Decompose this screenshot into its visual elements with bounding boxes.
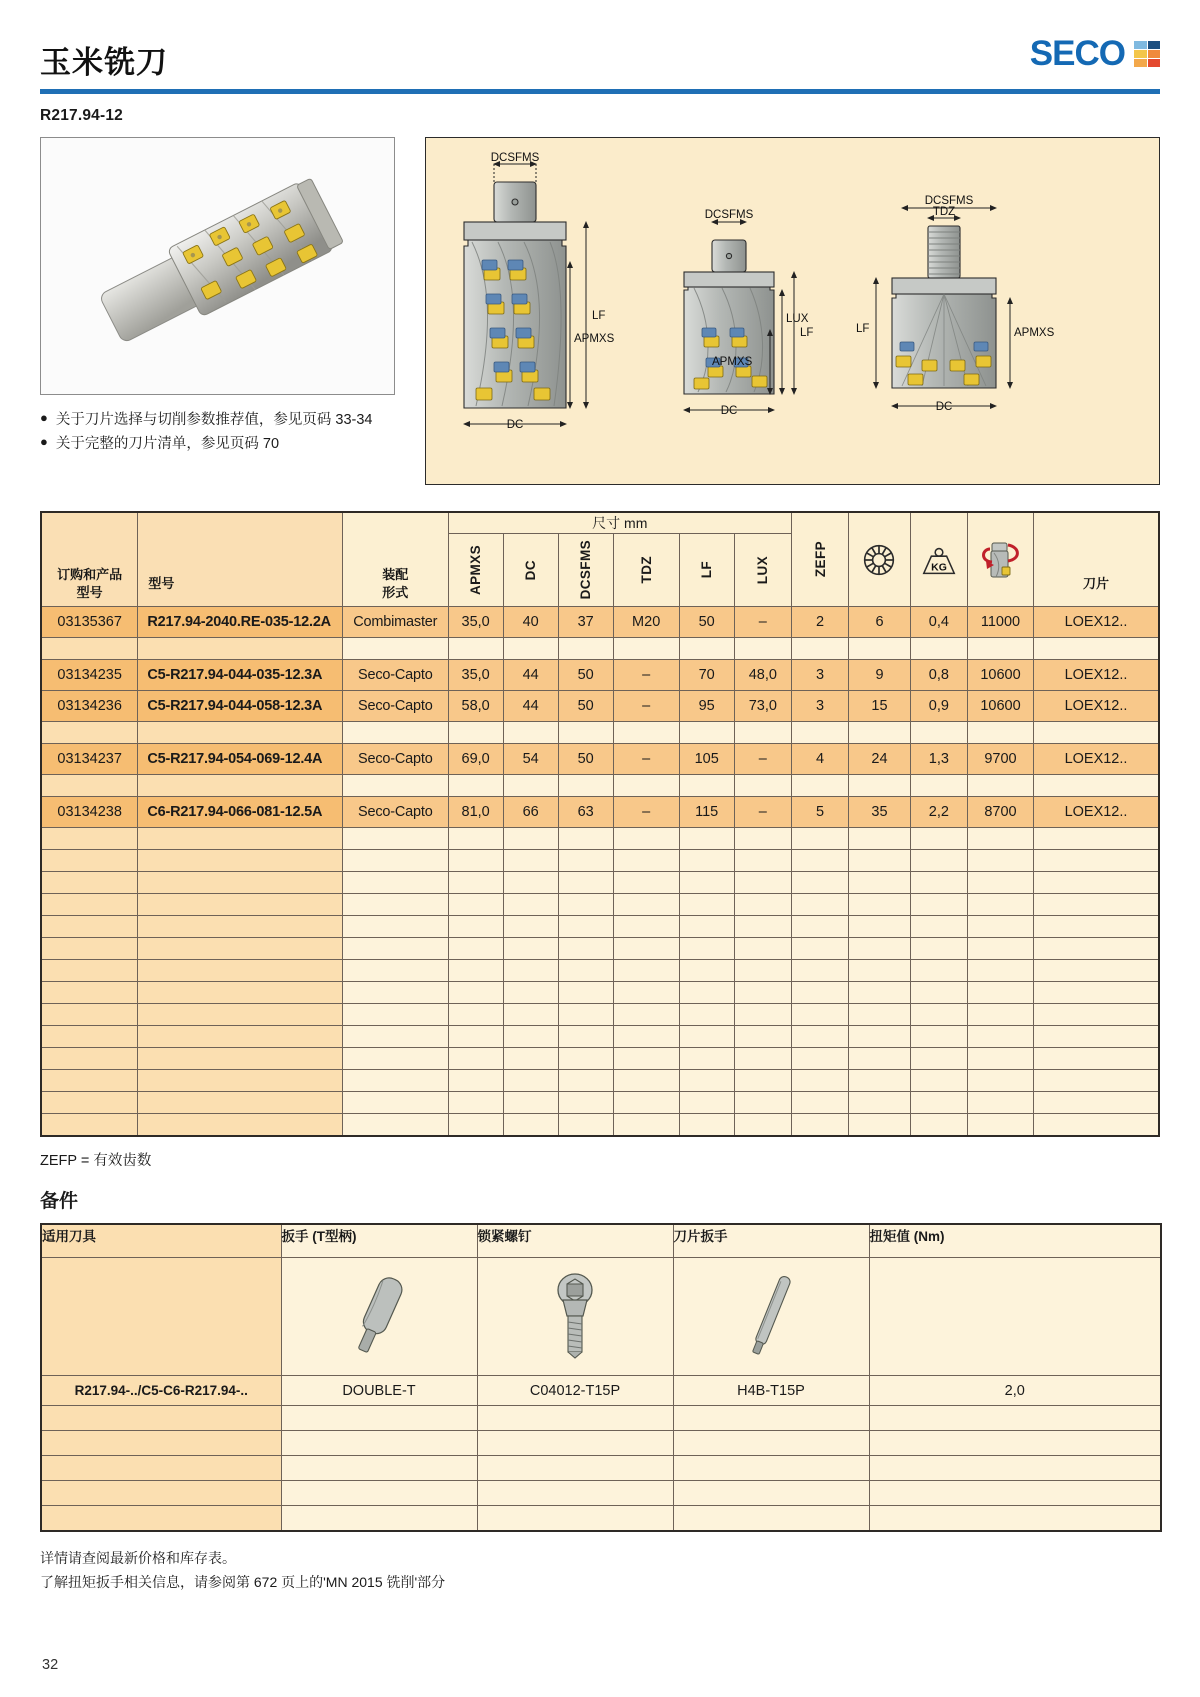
cell-inserts: 6 (849, 607, 911, 638)
cell-inserts: 9 (849, 660, 911, 691)
cell-rpm: 10600 (967, 660, 1033, 691)
cell-model: R217.94-2040.RE-035-12.2A (138, 607, 343, 638)
cell-insert-type: LOEX12.. (1034, 607, 1160, 638)
header-insert-count (849, 512, 911, 607)
spare-image-1 (281, 1258, 477, 1376)
header-rule (40, 89, 1160, 94)
svg-text:APMXS: APMXS (574, 333, 615, 345)
cell-rpm: 9700 (967, 744, 1033, 775)
cell-lf: 105 (679, 744, 734, 775)
spare-header-3: 刀片扳手 (673, 1224, 869, 1258)
cell-dcsfms: 50 (558, 691, 613, 722)
cell-coupling: Seco-Capto (342, 744, 448, 775)
header-max-rpm (967, 512, 1033, 607)
header-tdz: TDZ (613, 534, 679, 607)
header-lf: LF (679, 534, 734, 607)
cell-lf: 115 (679, 797, 734, 828)
cell-zefp: 3 (791, 660, 848, 691)
cell-coupling: Seco-Capto (342, 797, 448, 828)
table-row[interactable] (41, 797, 1159, 828)
header-weight (910, 512, 967, 607)
cell-dcsfms: 37 (558, 607, 613, 638)
cell-kg: 1,3 (910, 744, 967, 775)
page-number: 32 (42, 1657, 59, 1673)
spare-header-row (41, 1224, 1161, 1258)
cell-lux: – (734, 744, 791, 775)
cell-lux: 73,0 (734, 691, 791, 722)
svg-text:APMXS: APMXS (712, 356, 753, 368)
spare-blank-row (41, 1506, 1161, 1531)
cell-inserts: 35 (849, 797, 911, 828)
table-blank-row (41, 1092, 1159, 1114)
header-apmxs: APMXS (448, 534, 503, 607)
reference-bullets (40, 409, 395, 457)
page-header (40, 0, 1160, 78)
spare-image-0 (41, 1258, 281, 1376)
cell-zefp: 5 (791, 797, 848, 828)
t-handle-wrench-icon (335, 1266, 423, 1362)
spare-image-2 (477, 1258, 673, 1376)
table-blank-row (41, 1048, 1159, 1070)
page-title: 玉米铣刀 (40, 45, 168, 80)
cell-lf: 70 (679, 660, 734, 691)
table-blank-row (41, 1070, 1159, 1092)
table-blank-row (41, 894, 1159, 916)
cell-dc: 40 (503, 607, 558, 638)
footnote-line: 详情请查阅最新价格和库存表。 (40, 1549, 236, 1566)
cell-dc: 44 (503, 660, 558, 691)
svg-text:DCSFMS: DCSFMS (490, 152, 540, 164)
cell-apmxs: 69,0 (448, 744, 503, 775)
spare-cell-3: H4B-T15P (673, 1376, 869, 1406)
cell-insert-type: LOEX12.. (1034, 797, 1160, 828)
svg-text:DCSFMS: DCSFMS (924, 195, 974, 207)
cell-coupling: Seco-Capto (342, 660, 448, 691)
table-blank-row (41, 1004, 1159, 1026)
cell-insert-type: LOEX12.. (1034, 660, 1160, 691)
header-dcsfms: DCSFMS (558, 534, 613, 607)
table-blank-row (41, 1114, 1159, 1136)
cell-insert-type: LOEX12.. (1034, 691, 1160, 722)
cell-zefp: 2 (791, 607, 848, 638)
cell-apmxs: 35,0 (448, 660, 503, 691)
spare-table-row[interactable] (41, 1376, 1161, 1406)
spare-blank-row (41, 1431, 1161, 1456)
bullet-text: 关于完整的刀片清单，参见页码 70 (55, 435, 280, 452)
table-blank-row (41, 982, 1159, 1004)
cell-dcsfms: 50 (558, 744, 613, 775)
cell-inserts: 24 (849, 744, 911, 775)
cell-lf: 95 (679, 691, 734, 722)
cell-lux: – (734, 607, 791, 638)
cell-tdz: – (613, 660, 679, 691)
spare-cell-0: R217.94-../C5-C6-R217.94-.. (41, 1376, 281, 1406)
cell-tdz: – (613, 797, 679, 828)
spare-image-3 (673, 1258, 869, 1376)
svg-text:KG: KG (931, 561, 947, 573)
spare-header-0: 适用刀具 (41, 1224, 281, 1258)
page-footnotes (40, 1546, 1160, 1595)
dimension-diagrams (426, 138, 1116, 485)
table-spacer-row (41, 638, 1159, 660)
top-panels (40, 137, 1160, 485)
cell-tdz: M20 (613, 607, 679, 638)
cell-apmxs: 81,0 (448, 797, 503, 828)
cell-dc: 44 (503, 691, 558, 722)
bullet-dot: ● (40, 433, 48, 449)
milling-cutter-photo-icon (41, 138, 395, 395)
bullet-item (40, 433, 395, 457)
cell-model: C6-R217.94-066-081-12.5A (138, 797, 343, 828)
cell-model: C5-R217.94-044-035-12.3A (138, 660, 343, 691)
table-row[interactable] (41, 660, 1159, 691)
spare-image-4 (869, 1258, 1161, 1376)
cell-zefp: 3 (791, 691, 848, 722)
bullet-dot: ● (40, 410, 48, 425)
insert-count-icon (862, 543, 896, 577)
cell-rpm: 11000 (967, 607, 1033, 638)
spare-blank-row (41, 1481, 1161, 1506)
insert-wrench-icon (731, 1266, 811, 1362)
product-photo (40, 137, 395, 395)
svg-text:LF: LF (800, 327, 814, 339)
table-spacer-row (41, 722, 1159, 744)
cell-coupling: Seco-Capto (342, 691, 448, 722)
cell-rpm: 10600 (967, 691, 1033, 722)
cell-order-code: 03135367 (41, 607, 138, 638)
spare-header-4: 扭矩值 (Nm) (869, 1224, 1161, 1258)
svg-text:APMXS: APMXS (1014, 327, 1055, 339)
table-blank-row (41, 872, 1159, 894)
seco-logo (1030, 34, 1160, 78)
cell-lf: 50 (679, 607, 734, 638)
spare-cell-1: DOUBLE-T (281, 1376, 477, 1406)
cell-tdz: – (613, 691, 679, 722)
brand-color-blocks (1134, 41, 1160, 67)
max-rpm-tool-icon (978, 539, 1022, 581)
header-dimensions-group: 尺寸 mm (448, 512, 791, 534)
cell-dcsfms: 63 (558, 797, 613, 828)
cell-lux: 48,0 (734, 660, 791, 691)
cell-rpm: 8700 (967, 797, 1033, 828)
spare-image-row (41, 1258, 1161, 1376)
spare-parts-table (40, 1223, 1162, 1532)
brand-wordmark: SECO (1029, 34, 1125, 73)
svg-text:LF: LF (856, 323, 870, 335)
header-model: 型号 (138, 512, 343, 607)
cell-order-code: 03134238 (41, 797, 138, 828)
spare-blank-row (41, 1456, 1161, 1481)
table-row[interactable] (41, 744, 1159, 775)
spare-blank-row (41, 1406, 1161, 1431)
table-blank-row (41, 916, 1159, 938)
spare-body (41, 1224, 1161, 1531)
svg-text:DC: DC (720, 405, 738, 417)
product-specification-table (40, 511, 1160, 1137)
table-spacer-row (41, 775, 1159, 797)
header-order-code: 订购和产品 型号 (41, 512, 138, 607)
cell-dc: 66 (503, 797, 558, 828)
cell-kg: 0,9 (910, 691, 967, 722)
header-dc: DC (503, 534, 558, 607)
cell-model: C5-R217.94-044-058-12.3A (138, 691, 343, 722)
header-zefp: ZEFP (791, 512, 848, 607)
table-blank-row (41, 850, 1159, 872)
table-row[interactable] (41, 607, 1159, 638)
zefp-footnote: ZEFP = 有效齿数 (40, 1152, 152, 1169)
clamp-screw-icon (545, 1266, 605, 1362)
header-insert-type: 刀片 (1034, 512, 1160, 607)
table-blank-row (41, 938, 1159, 960)
cell-order-code: 03134236 (41, 691, 138, 722)
cell-apmxs: 58,0 (448, 691, 503, 722)
spare-cell-2: C04012-T15P (477, 1376, 673, 1406)
spare-header-1: 扳手 (T型柄) (281, 1224, 477, 1258)
technical-drawing-panel (425, 137, 1160, 485)
header-lux: LUX (734, 534, 791, 607)
spare-cell-4: 2,0 (869, 1376, 1161, 1406)
header-coupling: 装配 形式 (342, 512, 448, 607)
spare-header-2: 锁紧螺钉 (477, 1224, 673, 1258)
cell-insert-type: LOEX12.. (1034, 744, 1160, 775)
spare-parts-title: 备件 (40, 1190, 79, 1212)
cell-tdz: – (613, 744, 679, 775)
svg-text:LF: LF (592, 310, 606, 322)
cell-zefp: 4 (791, 744, 848, 775)
cell-apmxs: 35,0 (448, 607, 503, 638)
table-blank-row (41, 960, 1159, 982)
cell-order-code: 03134237 (41, 744, 138, 775)
cell-inserts: 15 (849, 691, 911, 722)
table-header-row-top (41, 512, 1159, 534)
footnote-line: 了解扭矩扳手相关信息，请参阅第 672 页上的'MN 2015 铣削'部分 (40, 1574, 446, 1590)
cell-kg: 0,8 (910, 660, 967, 691)
svg-text:DC: DC (506, 419, 524, 431)
table-blank-row (41, 828, 1159, 850)
cell-dcsfms: 50 (558, 660, 613, 691)
bullet-item (40, 409, 395, 433)
cell-kg: 0,4 (910, 607, 967, 638)
bullet-text: 关于刀片选择与切削参数推荐值，参见页码 33-34 (55, 412, 373, 428)
cell-kg: 2,2 (910, 797, 967, 828)
table-row[interactable] (41, 691, 1159, 722)
cell-order-code: 03134235 (41, 660, 138, 691)
svg-text:TDZ: TDZ (932, 206, 956, 218)
table-blank-row (41, 1026, 1159, 1048)
svg-text:DCSFMS: DCSFMS (704, 209, 754, 221)
kg-weight-icon (919, 544, 959, 576)
cell-model: C5-R217.94-054-069-12.4A (138, 744, 343, 775)
svg-text:LUX: LUX (786, 313, 809, 325)
svg-text:DC: DC (935, 401, 953, 413)
cell-lux: – (734, 797, 791, 828)
cell-coupling: Combimaster (342, 607, 448, 638)
cell-dc: 54 (503, 744, 558, 775)
product-code: R217.94-12 (40, 107, 124, 124)
